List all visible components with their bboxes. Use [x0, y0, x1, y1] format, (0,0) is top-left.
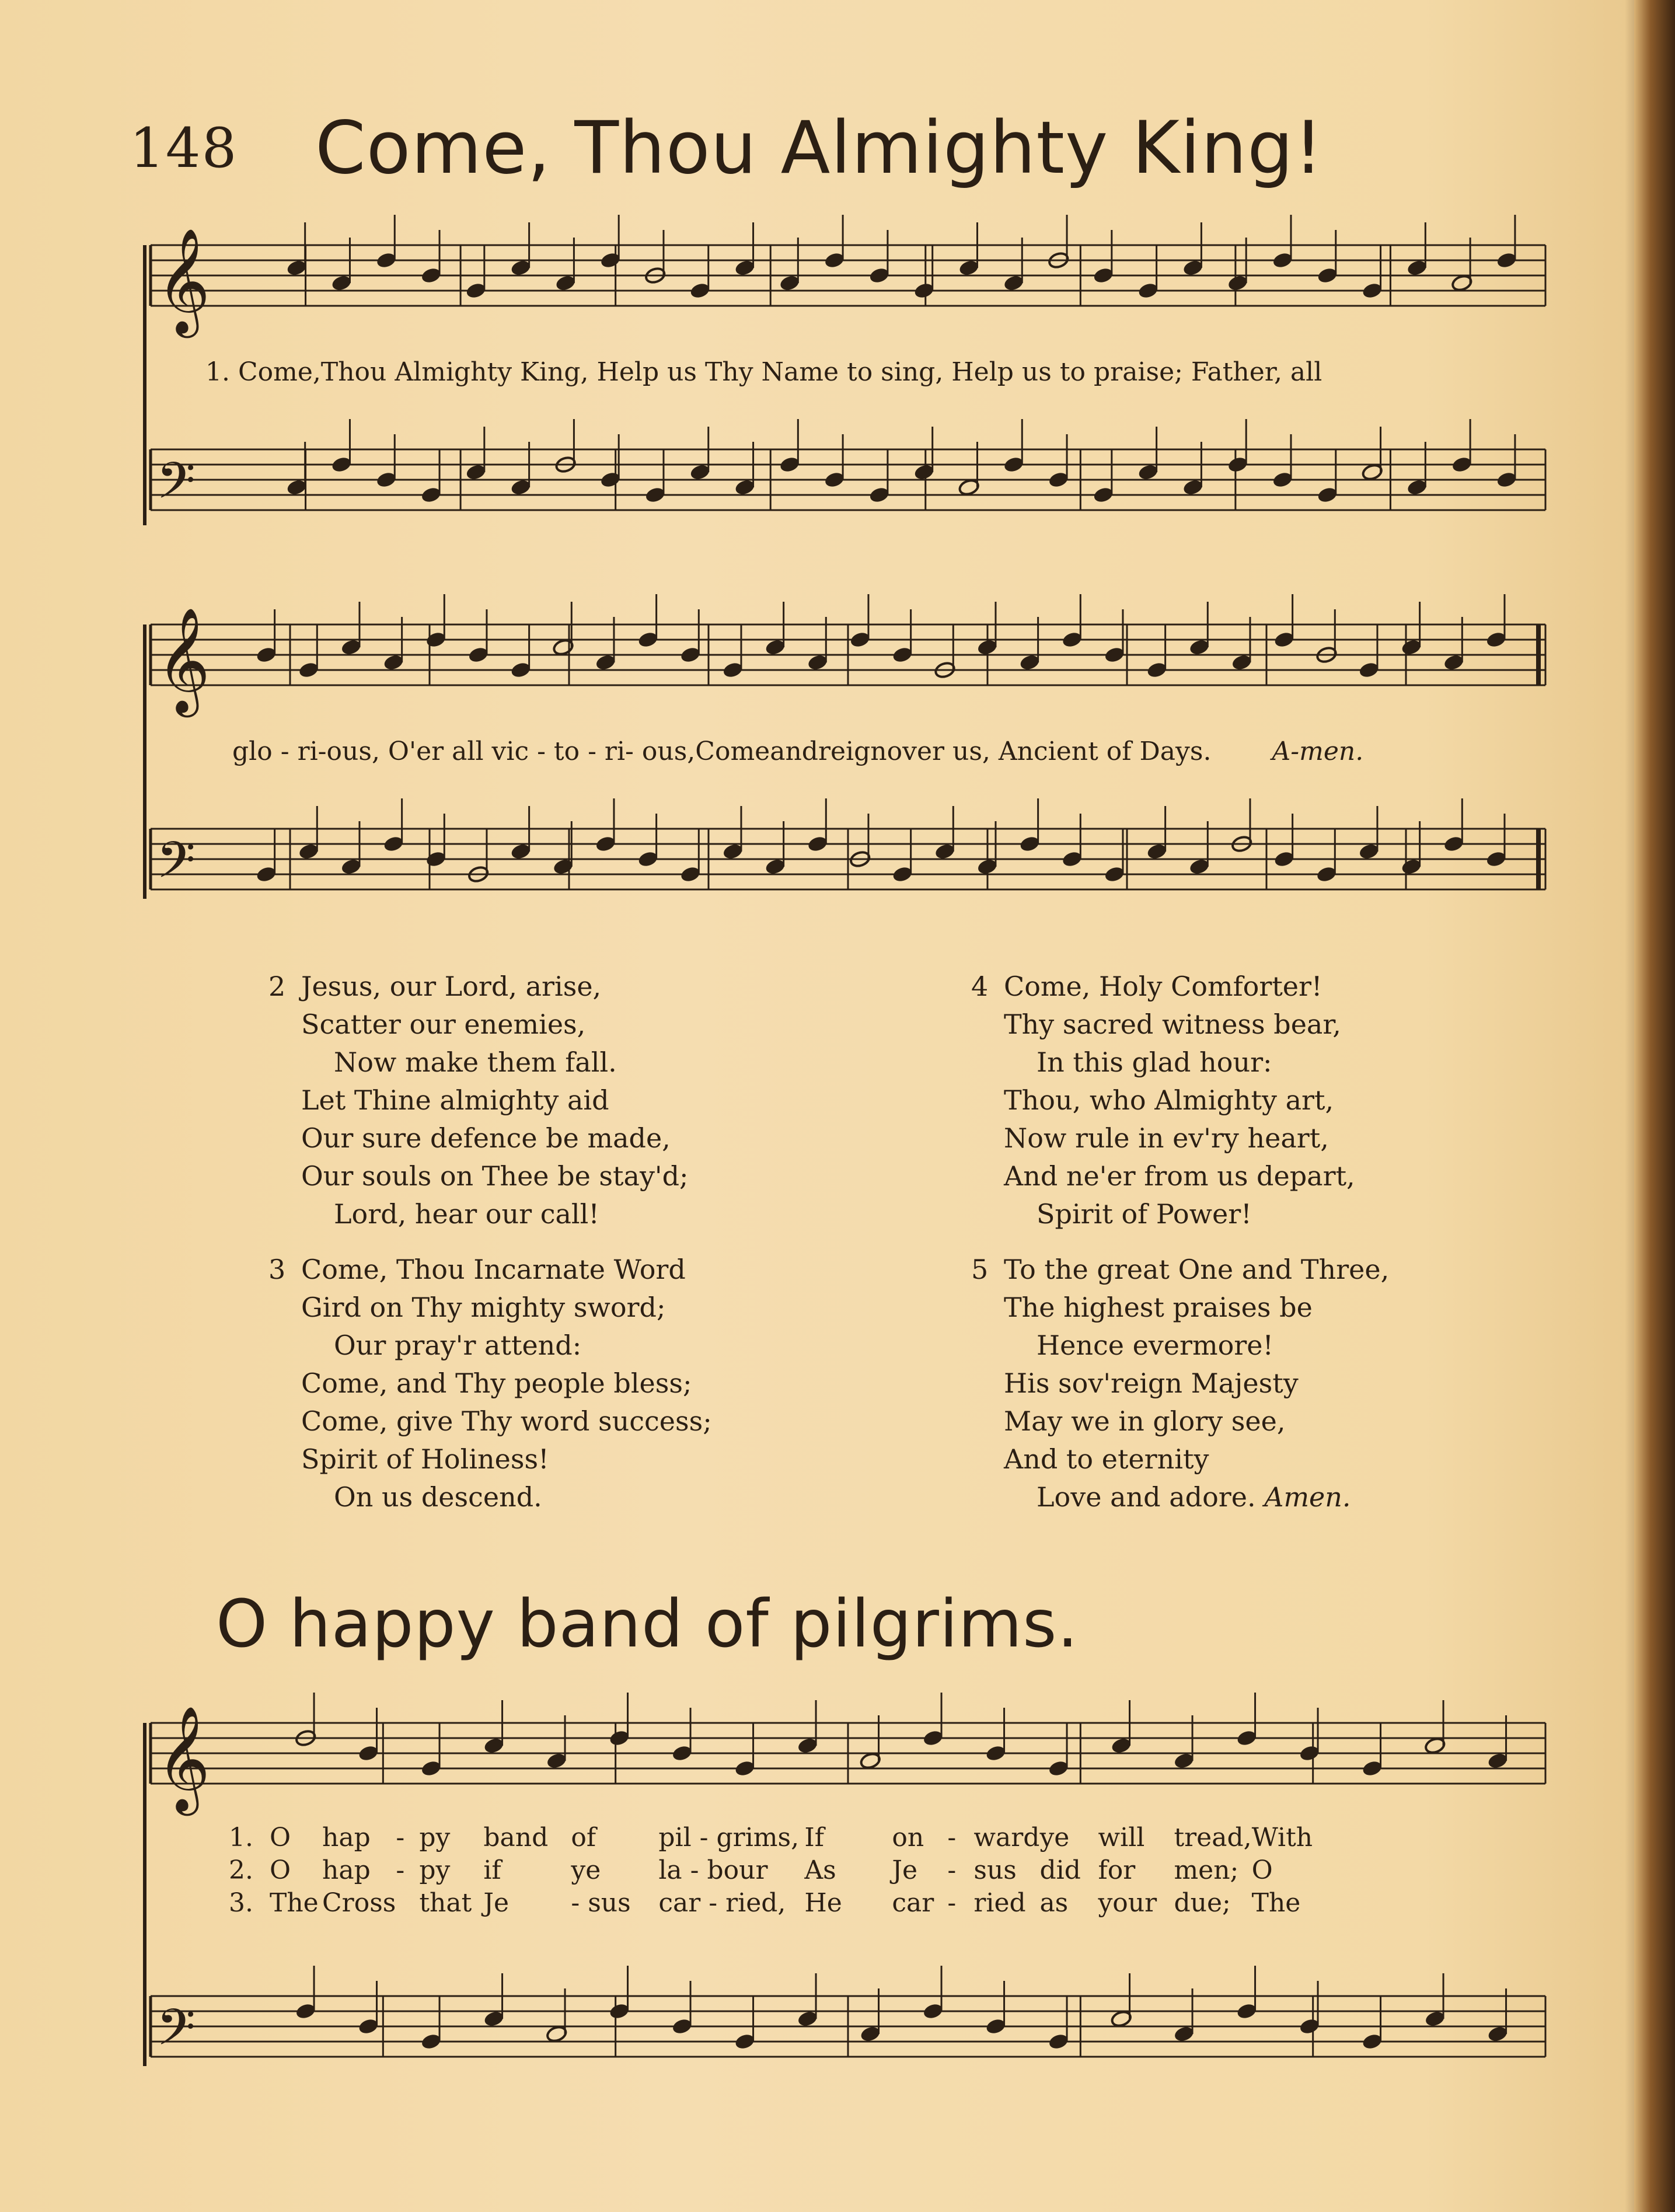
lyrics-syllable: Je	[892, 1855, 918, 1885]
hymn1-lyrics-line-2-text: glo - ri-ous, O'er all vic - to - ri- ous,Comeandreignover us, Ancient of Days.	[232, 737, 1212, 766]
lyrics-syllable: -	[396, 1822, 405, 1852]
verse-5	[971, 1251, 1389, 1516]
lyrics-syllable: The	[1251, 1887, 1301, 1918]
verse-line: Come, give Thy word success;	[301, 1405, 712, 1437]
lyrics-syllable: your	[1098, 1887, 1157, 1918]
verse-line: Scatter our enemies,	[301, 1009, 586, 1040]
lyrics-syllable: 3.	[229, 1887, 253, 1918]
verse-line: Thy sacred witness bear,	[1004, 1009, 1341, 1040]
lyrics-syllable: car	[892, 1887, 934, 1918]
verse-line: Spirit of Holiness!	[301, 1443, 549, 1475]
verse-line: 3 Come, Thou Incarnate Word	[301, 1251, 712, 1289]
hymn2-lyrics-table	[229, 1821, 1313, 1919]
lyrics-syllable: ried	[973, 1887, 1026, 1918]
verse-line: Thou, who Almighty art,	[1004, 1084, 1334, 1116]
lyrics-syllable: O	[270, 1855, 291, 1885]
lyrics-syllable: The	[270, 1887, 319, 1918]
hymn1-lyrics-line-2	[232, 737, 1363, 766]
lyrics-syllable: band	[483, 1822, 549, 1852]
lyrics-syllable: ward	[973, 1822, 1040, 1852]
lyrics-syllable: If	[804, 1822, 825, 1852]
lyrics-syllable: - sus	[571, 1887, 631, 1918]
svg-text:𝄞: 𝄞	[156, 606, 211, 713]
lyrics-syllable: ye	[1039, 1822, 1070, 1852]
lyrics-syllable: py	[419, 1822, 451, 1852]
lyrics-syllable: -	[947, 1887, 957, 1918]
verse-line: 5 To the great One and Three,	[1004, 1251, 1389, 1289]
lyrics-syllable: due;	[1174, 1887, 1231, 1918]
verse-number: 3	[268, 1254, 286, 1285]
verse-line: Come, and Thy people bless;	[301, 1367, 692, 1399]
verse-line: The highest praises be	[1004, 1292, 1313, 1323]
lyrics-syllable: car - ried,	[658, 1887, 786, 1918]
verse-line: Hence evermore!	[1037, 1330, 1274, 1361]
page-number: 148	[130, 117, 238, 180]
verse-line: On us descend.	[334, 1481, 542, 1513]
lyrics-syllable: men;	[1174, 1855, 1239, 1885]
lyrics-syllable: -	[396, 1855, 405, 1885]
hymn-2-title: O happy band of pilgrims.	[216, 1586, 1079, 1662]
lyrics-row	[229, 1821, 1313, 1854]
lyrics-syllable: With	[1251, 1822, 1313, 1852]
lyrics-syllable: as	[1039, 1887, 1069, 1918]
lyrics-syllable: py	[419, 1855, 451, 1885]
svg-text:𝄞: 𝄞	[156, 227, 211, 333]
hymn1-lyrics-line-1: 1. Come,Thou Almighty King, Help us Thy Name to sing, Help us to praise; Father, all	[205, 357, 1322, 387]
lyrics-syllable: hap	[322, 1855, 371, 1885]
verse-line: And to eternity	[1004, 1443, 1209, 1475]
verse-line: Our sure defence be made,	[301, 1122, 671, 1154]
verse-line: Gird on Thy mighty sword;	[301, 1292, 666, 1323]
verse-line: Our pray'r attend:	[334, 1330, 582, 1361]
verse-line: And ne'er from us depart,	[1004, 1160, 1355, 1192]
lyrics-syllable: 1.	[229, 1822, 253, 1852]
lyrics-syllable: ye	[571, 1855, 601, 1885]
verse-line: Now make them fall.	[334, 1046, 617, 1078]
verse-line: Spirit of Power!	[1037, 1198, 1252, 1230]
svg-text:𝄢: 𝄢	[156, 831, 196, 902]
hymn-title: Come, Thou Almighty King!	[315, 106, 1324, 190]
lyrics-syllable: la - bour	[658, 1855, 768, 1885]
lyrics-syllable: sus	[973, 1855, 1017, 1885]
verse-4	[971, 968, 1389, 1233]
lyrics-syllable: O	[1251, 1855, 1273, 1885]
verses-left-column	[268, 968, 712, 1534]
verse-line: Our souls on Thee be stay'd;	[301, 1160, 689, 1192]
hymn1-amen: A-men.	[1272, 737, 1364, 766]
lyrics-syllable: hap	[322, 1822, 371, 1852]
lyrics-syllable: Je	[483, 1887, 510, 1918]
verse-number: 2	[268, 971, 286, 1002]
lyrics-syllable: -	[947, 1855, 957, 1885]
lyrics-syllable: -	[947, 1822, 957, 1852]
verse-line: 2 Jesus, our Lord, arise,	[301, 968, 712, 1006]
lyrics-row	[229, 1886, 1313, 1919]
svg-text:𝄞: 𝄞	[156, 1705, 211, 1811]
lyrics-syllable: on	[892, 1822, 924, 1852]
lyrics-syllable: 2.	[229, 1855, 253, 1885]
verse-line: Now rule in ev'ry heart,	[1004, 1122, 1329, 1154]
lyrics-syllable: O	[270, 1822, 291, 1852]
svg-text:𝄢: 𝄢	[156, 1998, 196, 2069]
amen: Amen.	[1264, 1481, 1351, 1513]
verse-number: 4	[971, 971, 989, 1002]
verse-number: 5	[971, 1254, 989, 1285]
verse-line: Lord, hear our call!	[334, 1198, 599, 1230]
lyrics-syllable: He	[804, 1887, 842, 1918]
lyrics-syllable	[396, 1886, 419, 1919]
verse-line: May we in glory see,	[1004, 1405, 1286, 1437]
lyrics-syllable: for	[1098, 1855, 1136, 1885]
verse-line: Love and adore. Amen.	[1037, 1481, 1351, 1513]
verses-right-column	[971, 968, 1389, 1534]
verse-line: 4 Come, Holy Comforter!	[1004, 968, 1389, 1006]
verse-3	[268, 1251, 712, 1516]
lyrics-syllable: of	[571, 1822, 596, 1852]
lyrics-syllable: if	[483, 1855, 501, 1885]
lyrics-syllable: did	[1039, 1855, 1081, 1885]
verse-line: His sov'reign Majesty	[1004, 1367, 1299, 1399]
verse-line: Let Thine almighty aid	[301, 1084, 609, 1116]
lyrics-syllable: pil - grims,	[658, 1822, 800, 1852]
lyrics-syllable: will	[1098, 1822, 1145, 1852]
verse-2	[268, 968, 712, 1233]
verse-line: In this glad hour:	[1037, 1046, 1272, 1078]
lyrics-syllable: tread,	[1174, 1822, 1252, 1852]
svg-text:𝄢: 𝄢	[156, 451, 196, 522]
lyrics-syllable: As	[804, 1855, 836, 1885]
lyrics-syllable: Cross	[322, 1887, 396, 1918]
lyrics-syllable: that	[419, 1887, 472, 1918]
lyrics-row	[229, 1854, 1313, 1886]
